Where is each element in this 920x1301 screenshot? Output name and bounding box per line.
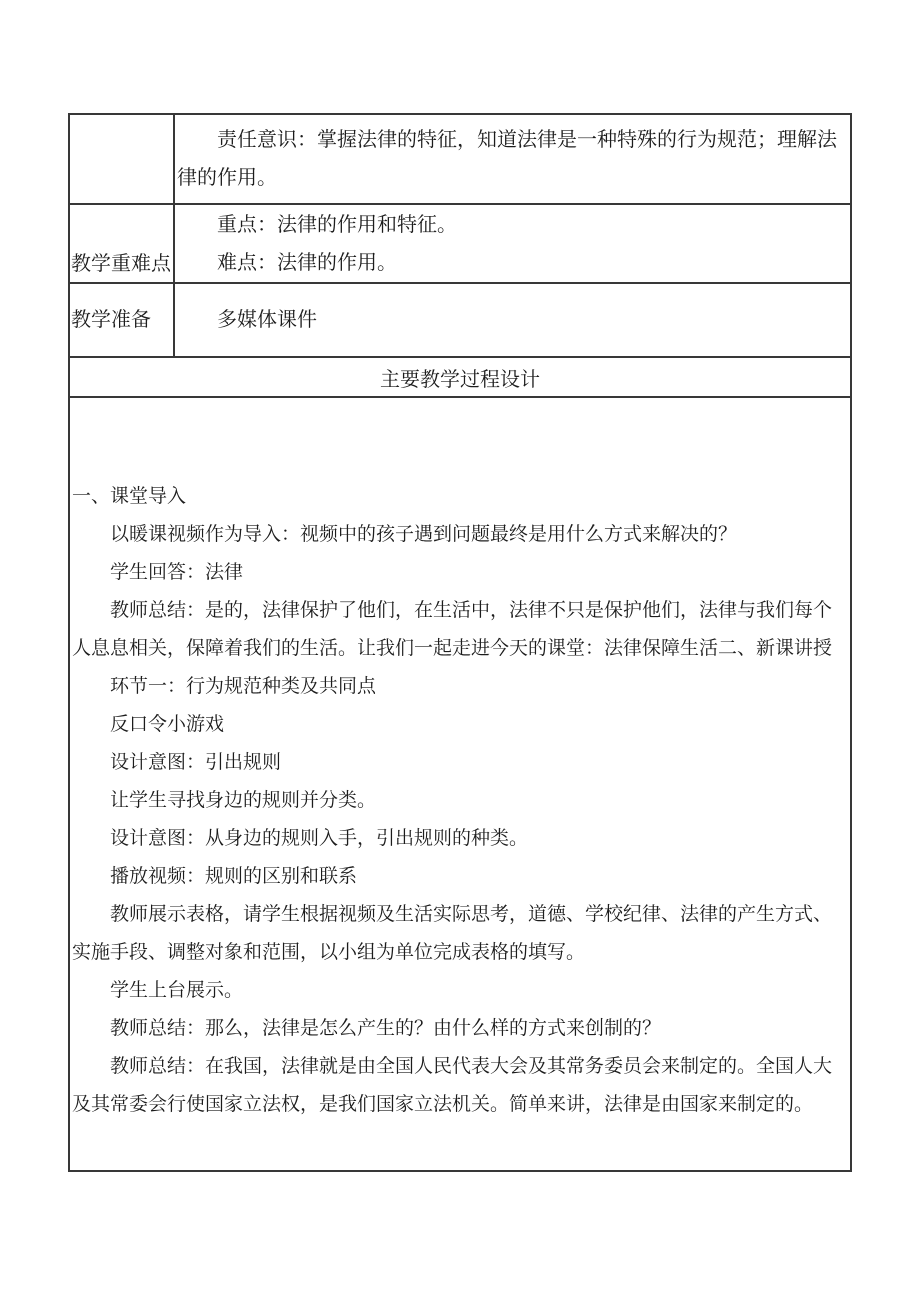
content-paragraph: 设计意图：从身边的规则入手，引出规则的种类。	[110, 828, 529, 849]
table-row-objectives	[70, 115, 850, 205]
content-paragraph: 以暖课视频作为导入：视频中的孩子遇到问题最终是用什么方式来解决的？	[110, 524, 738, 545]
content-paragraph: 学生上台展示。	[110, 980, 244, 1001]
content-paragraph: 设计意图：引出规则	[110, 752, 282, 773]
objectives-cell	[175, 115, 850, 203]
objectives-text: 责任意识：掌握法律的特征，知道法律是一种特殊的行为规范；理解法律的作用。	[177, 129, 837, 189]
row-label-preparation: 教学准备	[70, 284, 175, 356]
table-row-key-points	[70, 205, 850, 284]
key-points-cell	[175, 205, 850, 282]
preparation-cell	[175, 284, 850, 356]
content-paragraph: 教师总结：在我国，法律就是由全国人民代表大会及其常务委员会来制定的。全国人大及其常委会行使国家立法权，是我们国家立法机关。简单来讲，法律是由国家来制定的。	[72, 1056, 833, 1115]
content-paragraph: 环节一：行为规范种类及共同点	[110, 676, 377, 697]
content-paragraph: 让学生寻找身边的规则并分类。	[110, 790, 377, 811]
section-header: 主要教学过程设计	[70, 358, 850, 398]
content-paragraph: 一、课堂导入	[72, 486, 187, 507]
teaching-process-content	[70, 398, 850, 1170]
row-label-empty	[70, 115, 175, 203]
lesson-plan-table	[68, 113, 852, 1172]
row-label-key-points: 教学重难点	[70, 205, 175, 282]
content-paragraph: 播放视频：规则的区别和联系	[110, 866, 358, 887]
content-paragraph: 教师展示表格，请学生根据视频及生活实际思考，道德、学校纪律、法律的产生方式、实施手段、调整对象和范围，以小组为单位完成表格的填写。	[72, 904, 833, 963]
content-paragraph: 教师总结：是的，法律保护了他们，在生活中，法律不只是保护他们，法律与我们每个人息息相关，保障着我们的生活。让我们一起走进今天的课堂：法律保障生活二、新课讲授	[72, 600, 833, 659]
preparation-text: 多媒体课件	[217, 309, 317, 331]
content-paragraph: 教师总结：那么，法律是怎么产生的？由什么样的方式来创制的？	[110, 1018, 662, 1039]
difficult-point-text: 难点：法律的作用。	[217, 251, 397, 274]
table-row-preparation	[70, 284, 850, 358]
content-paragraph: 学生回答：法律	[110, 562, 244, 583]
content-paragraph: 反口令小游戏	[110, 714, 225, 735]
key-point-text: 重点：法律的作用和特征。	[217, 213, 457, 236]
